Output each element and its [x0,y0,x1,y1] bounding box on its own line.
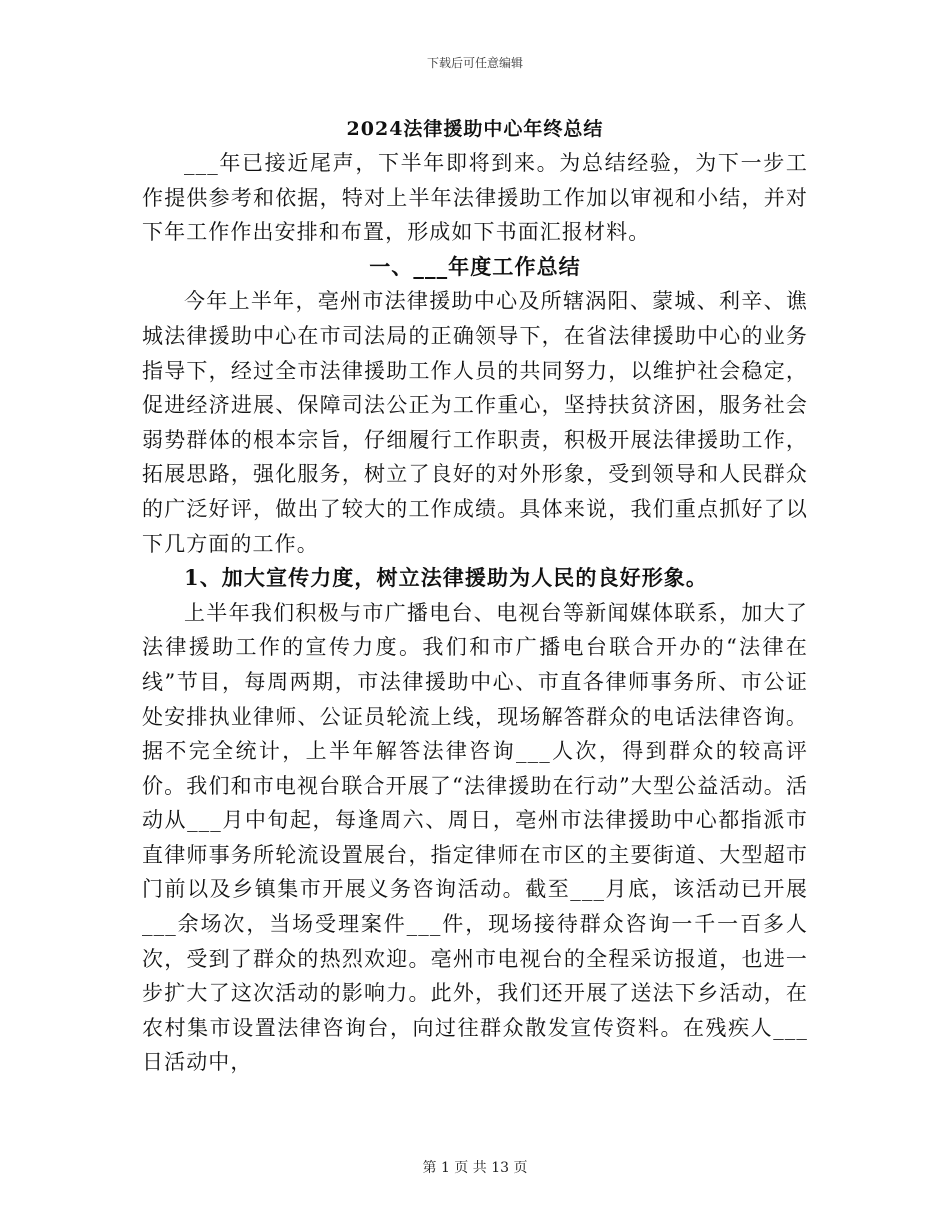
paragraph-1: 上半年我们积极与市广播电台、电视台等新闻媒体联系，加大了法律援助工作的宣传力度。我们和市广播电台联合开办的“法律在线”节目，每周两期，市法律援助中心、市直各律师事务所、市公证处安排执业律师、公证员轮流上线，现场解答群众的电话法律咨询。据不完全统计，上半年解答法律咨询___人次，得到群众的较高评价。我们和市电视台联合开展了“法律援助在行动”大型公益活动。活动从___月中旬起，每逢周六、周日，亳州市法律援助中心都指派市直律师事务所轮流设置展台，指定律师在市区的主要街道、大型超市门前以及乡镇集市开展义务咨询活动。截至___月底，该活动已开展___余场次，当场受理案件___件，现场接待群众咨询一千一百多人次，受到了群众的热烈欢迎。亳州市电视台的全程采访报道，也进一步扩大了这次活动的影响力。此外，我们还开展了送法下乡活动，在农村集市设置法律咨询台，向过往群众散发宣传资料。在残疾人___日活动中， [142,600,808,1075]
document-body [142,146,808,1080]
section-paragraph: 今年上半年，亳州市法律援助中心及所辖涡阳、蒙城、利辛、谯城法律援助中心在市司法局的正确领导下，在省法律援助中心的业务指导下，经过全市法律援助工作人员的共同努力，以维护社会稳定，促进经济进展、保障司法公正为工作重心，坚持扶贫济困，服务社会弱势群体的根本宗旨，仔细履行工作职责，积极开展法律援助工作，拓展思路，强化服务，树立了良好的对外形象，受到领导和人民群众的广泛好评，做出了较大的工作成绩。具体来说，我们重点抓好了以下几方面的工作。 [142,289,808,556]
subheading-1: 1、加大宣传力度，树立法律援助为人民的良好形象。 [184,565,709,591]
document-title: 2024法律援助中心年终总结 [346,118,604,140]
intro-paragraph: ___年已接近尾声，下半年即将到来。为总结经验，为下一步工作提供参考和依据，特对上半年法律援助工作加以审视和小结，并对下年工作作出安排和布置，形成如下书面汇报材料。 [142,151,808,245]
section-heading: 一、___年度工作总结 [369,253,581,279]
page-footer-number: 第 1 页 共 13 页 [422,1160,528,1176]
page-header-note: 下载后可任意编辑 [426,56,523,70]
